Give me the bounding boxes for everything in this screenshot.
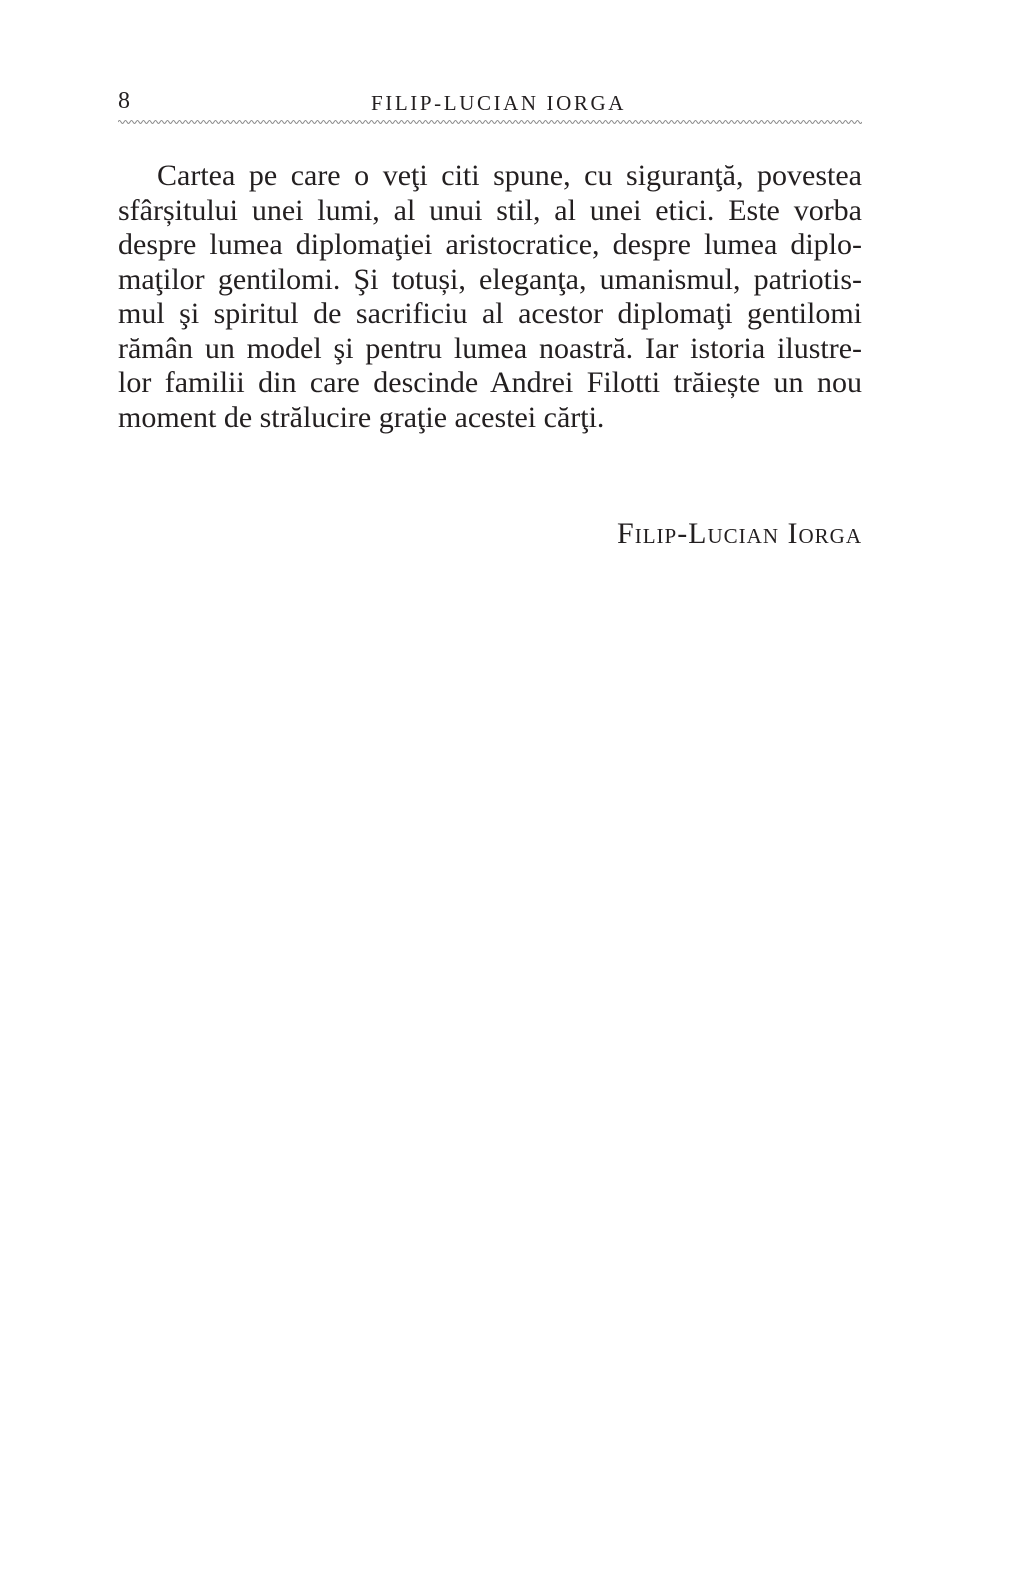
page-number: 8: [118, 88, 130, 114]
page-header: [118, 86, 862, 126]
body-line: lor familii din care descinde Andrei Filotti trăiește un nou: [118, 366, 862, 399]
body-line: maţilor gentilomi. Şi totuși, eleganţa, umanismul, patriotis-: [118, 262, 862, 296]
header-wavy-rule: [118, 119, 862, 125]
body-line: moment de strălucire graţie acestei cărţi.: [118, 400, 605, 434]
running-head: FILIP-LUCIAN IORGA: [371, 91, 627, 115]
body-line: despre lumea diplomaţiei aristocratice, despre lumea diplo-: [118, 228, 862, 261]
author-signature: Filip-Lucian Iorga: [617, 517, 862, 550]
body-paragraph: [118, 159, 862, 435]
body-line: sfârșitului unei lumi, al unui stil, al unei etici. Este vorba: [118, 193, 862, 227]
body-line: mul şi spiritul de sacrificiu al acestor diplomaţi gentilomi: [118, 297, 862, 330]
body-line: Cartea pe care o veţi citi spune, cu siguranţă, povestea: [157, 159, 862, 192]
body-line: rămân un model şi pentru lumea noastră. Iar istoria ilustre-: [118, 331, 862, 365]
